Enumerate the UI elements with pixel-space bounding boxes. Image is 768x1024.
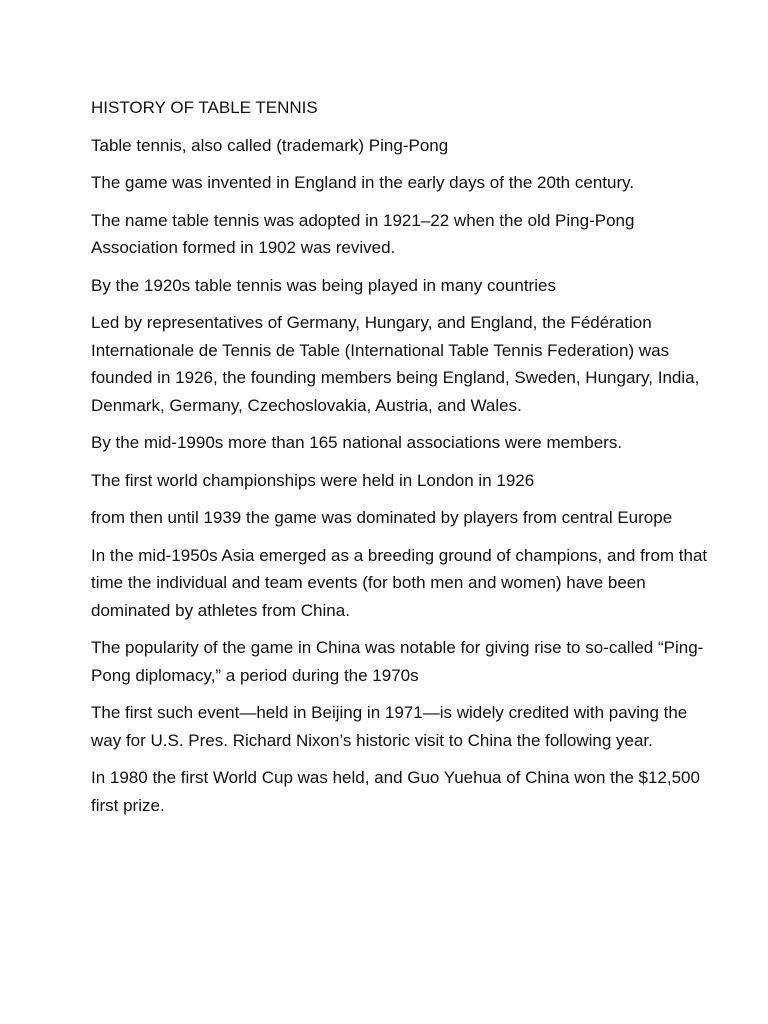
paragraph: The game was invented in England in the early days of the 20th century. [91,173,635,192]
paragraph: The name table tennis was adopted in 1921–22 when the old Ping-Pong Association formed in 1902 was revived. [91,210,635,257]
paragraph: from then until 1939 the game was dominated by players from central Europe [91,508,673,527]
document-title: HISTORY OF TABLE TENNIS [91,98,318,117]
paragraph: By the 1920s table tennis was being played in many countries [91,275,556,295]
paragraph: By the mid-1990s more than 165 national associations were members. [91,433,623,452]
paragraph: In 1980 the first World Cup was held, and Guo Yuehua of China won the $12,500 first prize. [91,768,700,815]
paragraph: Table tennis, also called (trademark) Ping-Pong [91,135,449,155]
paragraph: The first world championships were held in London in 1926 [91,470,535,490]
paragraph: Led by representatives of Germany, Hungary, and England, the Fédération Internationale de Tennis de Table (International Table Tennis Federation) was founded in 1926, the founding members being England, Sweden, Hungary, India, Denmark, Germany, Czechoslovakia, Austria, and Wales. [91,313,700,415]
paragraph: The first such event—held in Beijing in 1971—is widely credited with paving the way for U.S. Pres. Richard Nixon’s historic visit to China the following year. [91,703,688,750]
paragraph: In the mid-1950s Asia emerged as a breeding ground of champions, and from that time the individual and team events (for both men and women) have been dominated by athletes from China. [91,545,708,620]
paragraph: The popularity of the game in China was notable for giving rise to so-called “Ping-Pong diplomacy,” a period during the 1970s [91,638,704,685]
